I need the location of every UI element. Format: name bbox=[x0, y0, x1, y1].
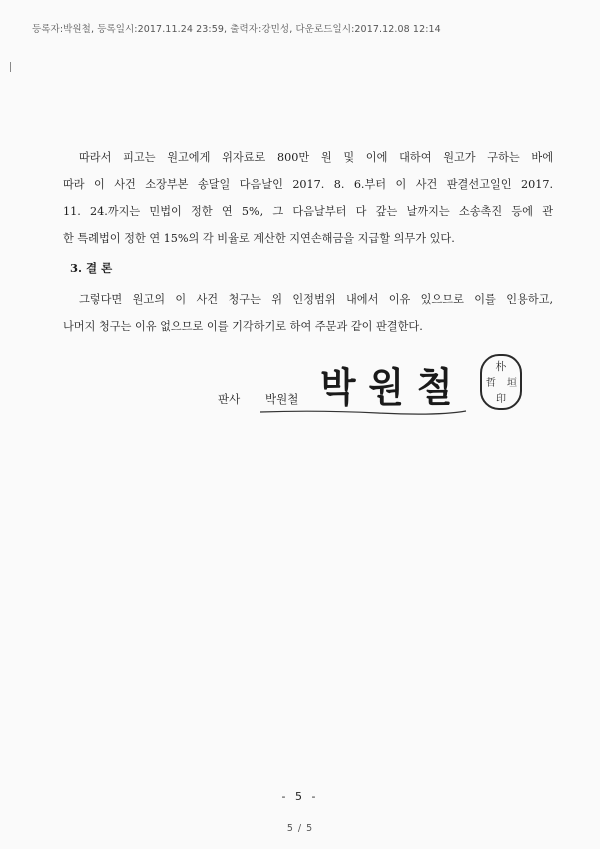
svg-text:垣: 垣 bbox=[507, 378, 517, 389]
paragraph-damages bbox=[63, 144, 553, 252]
paragraph-conclusion bbox=[63, 286, 553, 340]
svg-text:印: 印 bbox=[496, 394, 506, 405]
judge-name: 박원철 bbox=[265, 392, 299, 406]
page-count: 5 / 5 bbox=[286, 823, 314, 834]
judge-title: 판사 bbox=[218, 392, 241, 406]
margin-tick-mark bbox=[10, 62, 11, 72]
svg-text:哲: 哲 bbox=[486, 378, 496, 389]
section-heading-conclusion: 3. 결 론 bbox=[70, 261, 113, 275]
judge-seal-stamp-icon bbox=[478, 352, 524, 412]
paragraph-line: 나머지 청구는 이유 없으므로 이를 기각하기로 하여 주문과 같이 판결한다. bbox=[63, 320, 423, 333]
document-header-meta: 등록자:박원철, 등록일시:2017.11.24 23:59, 출력자:강민성, 다운로드일시:2017.12.08 12:14 bbox=[32, 24, 441, 35]
paragraph-line: 11. 24.까지는 민법이 정한 연 5%, 그 다음날부터 다 갚는 날까지는 소송촉진 등에 관 bbox=[63, 205, 553, 218]
signature-underline bbox=[258, 409, 468, 415]
signature-text: 박원철 bbox=[320, 365, 466, 411]
paragraph-line: 따라 이 사건 소장부본 송달일 다음날인 2017. 8. 6.부터 이 사건 판결선고일인 2017. bbox=[63, 178, 553, 191]
paragraph-line: 따라서 피고는 원고에게 위자료로 800만 원 및 이에 대하여 원고가 구하는 바에 bbox=[79, 151, 553, 164]
svg-text:朴: 朴 bbox=[495, 360, 507, 373]
page-number: - 5 - bbox=[281, 790, 319, 803]
paragraph-line: 한 특례법이 정한 연 15%의 각 비율로 계산한 지연손해금을 지급할 의무가 있다. bbox=[63, 232, 455, 245]
paragraph-line: 그렇다면 원고의 이 사건 청구는 위 인정범위 내에서 이유 있으므로 이를 인용하고, bbox=[79, 293, 553, 306]
handwritten-signature bbox=[310, 356, 500, 416]
